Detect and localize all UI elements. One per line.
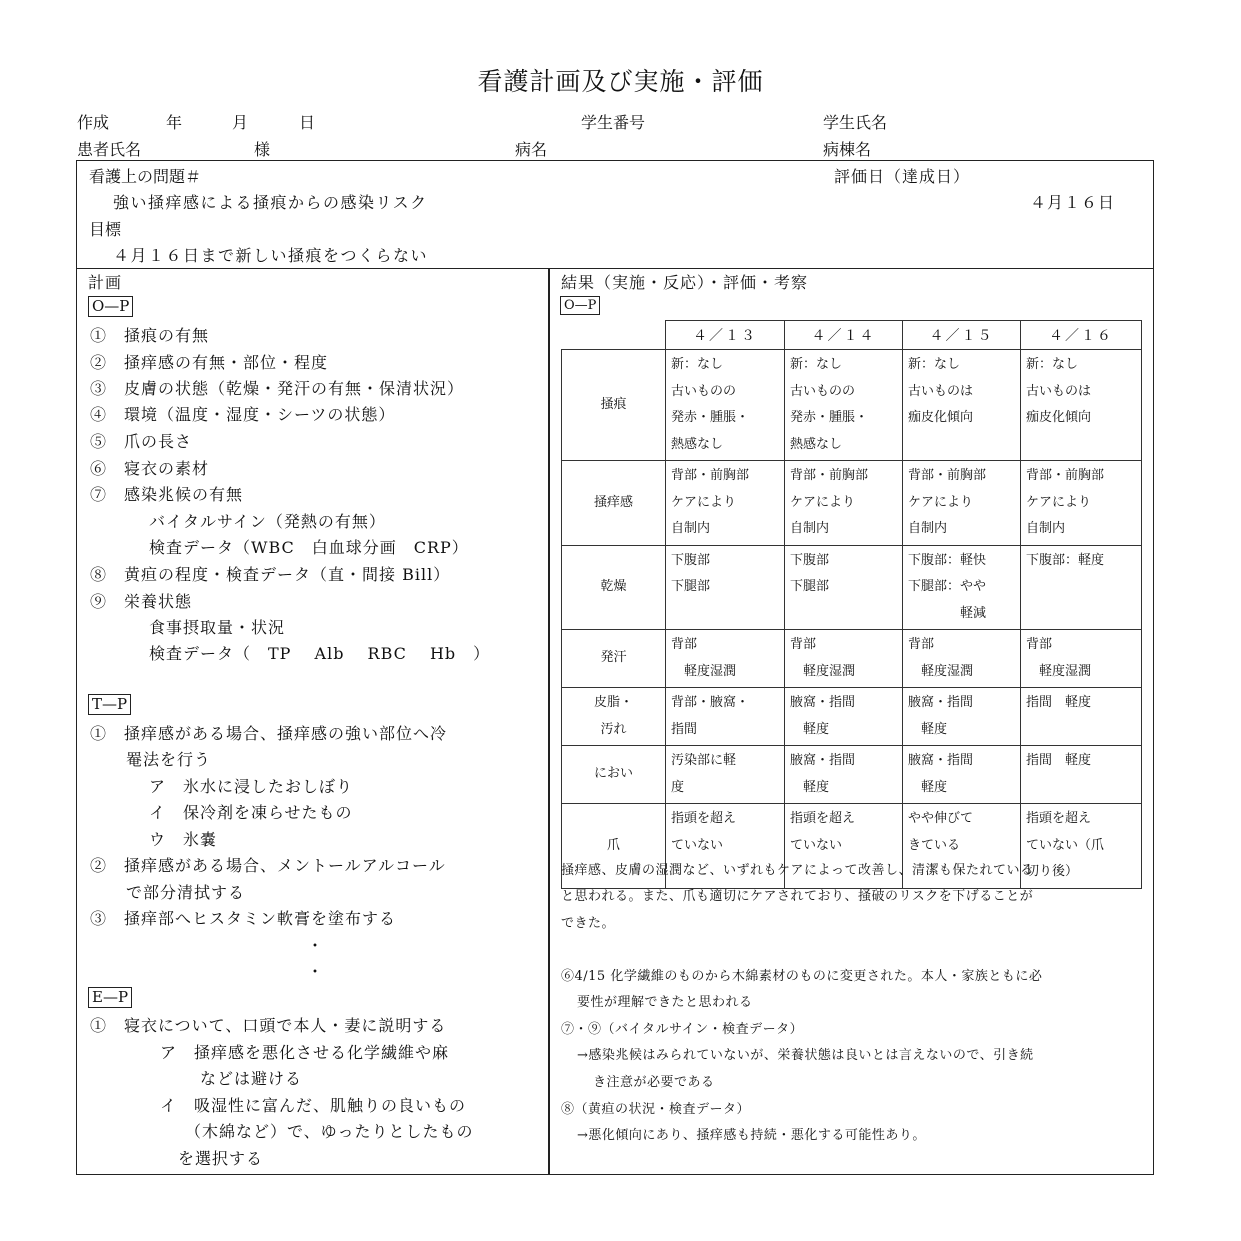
goal-text: ４月１６日まで新しい掻痕をつくらない	[113, 246, 429, 265]
note-line: 要性が理解できたと思われる	[577, 995, 753, 1010]
note-line: ⑧（黄疸の状況・検査データ）	[561, 1102, 751, 1117]
date-header: ４／１３	[666, 321, 785, 350]
row-label: 掻痒感	[562, 461, 666, 546]
op-item: ② 掻痒感の有無・部位・程度	[90, 353, 329, 372]
month-label: 月	[232, 113, 249, 132]
op-item: ⑦ 感染兆候の有無	[90, 485, 244, 504]
table-row	[562, 461, 1142, 546]
op-item: ⑨ 栄養状態	[90, 592, 193, 611]
tp-item: ア 氷水に浸したおしぼり	[149, 777, 354, 796]
patient-name-label: 患者氏名	[77, 140, 142, 159]
tp-item: ① 掻痒感がある場合、掻痒感の強い部位へ冷	[90, 724, 448, 743]
table-cell: 背部・前胸部 ケアにより 自制内	[666, 461, 785, 546]
plan-heading: 計画	[88, 273, 123, 292]
table-cell: 背部 軽度湿潤	[1021, 630, 1142, 688]
plan-op-label: O—P	[88, 296, 133, 317]
goal-label: 目標	[89, 220, 122, 239]
table-cell: 背部・前胸部 ケアにより 自制内	[903, 461, 1021, 546]
plan-ep-label: E—P	[88, 987, 132, 1008]
op-item: ④ 環境（温度・湿度・シーツの状態）	[90, 405, 396, 424]
page-title: 看護計画及び実施・評価	[477, 67, 764, 96]
ep-item: を選択する	[178, 1149, 264, 1168]
table-corner	[562, 321, 666, 350]
note-line: き注意が必要である	[593, 1075, 715, 1090]
op-item: 検査データ（ TP Alb RBC Hb ）	[149, 644, 491, 663]
observation-table	[561, 320, 1142, 889]
table-cell: 背部 軽度湿潤	[903, 630, 1021, 688]
op-item: 食事摂取量・状況	[149, 618, 286, 637]
table-cell: 背部 軽度湿潤	[785, 630, 903, 688]
day-label: 日	[299, 113, 316, 132]
created-label: 作成	[77, 113, 110, 132]
table-cell: 指頭を超え ていない（爪 切り後）	[1021, 804, 1142, 889]
problem-label: 看護上の問題＃	[89, 167, 202, 186]
ep-item: イ 吸湿性に富んだ、肌触りの良いもの	[160, 1096, 467, 1115]
row-label: 掻痕	[562, 350, 666, 461]
row-label: 乾燥	[562, 545, 666, 630]
table-cell: 指頭を超え ていない	[785, 804, 903, 889]
ward-label: 病棟名	[823, 140, 872, 159]
summary-line: と思われる。また、爪も適切にケアされており、掻破のリスクを下げることが	[561, 889, 1034, 904]
op-item: 検査データ（WBC 白血球分画 CRP）	[149, 538, 469, 557]
row-label: 発汗	[562, 630, 666, 688]
table-row	[562, 746, 1142, 804]
tp-item: で部分清拭する	[126, 883, 246, 902]
table-cell: 下腹部：軽度	[1021, 545, 1142, 630]
problem-section	[77, 161, 1153, 269]
table-cell: 下腹部 下腿部	[785, 545, 903, 630]
op-item: ⑥ 寝衣の素材	[90, 459, 210, 478]
row-label: 爪	[562, 804, 666, 889]
note-line: ⑥4/15 化学繊維のものから木綿素材のものに変更された。本人・家族ともに必	[561, 969, 1043, 984]
table-cell: 新：なし 古いものは 痂皮化傾向	[903, 350, 1021, 461]
student-name-label: 学生氏名	[823, 113, 888, 132]
results-heading: 結果（実施・反応）・評価・考察	[561, 273, 809, 292]
note-line: →悪化傾向にあり、掻痒感も持続・悪化する可能性あり。	[577, 1128, 926, 1143]
summary-line: できた。	[561, 916, 616, 931]
table-cell: 新：なし 古いものの 発赤・腫脹・ 熱感なし	[785, 350, 903, 461]
table-cell: 腋窩・指間 軽度	[903, 688, 1021, 746]
table-cell: 下腹部：軽快 下腿部：やや 軽減	[903, 545, 1021, 630]
tp-item: ウ 氷嚢	[149, 830, 218, 849]
op-item: ⑧ 黄疸の程度・検査データ（直・間接 Bill）	[90, 565, 451, 584]
summary-line: 掻痒感、皮膚の湿潤など、いずれもケアによって改善し、清潔も保たれている	[561, 863, 1034, 878]
table-cell: 背部・前胸部 ケアにより 自制内	[1021, 461, 1142, 546]
table-cell: 指頭を超え ていない	[666, 804, 785, 889]
table-cell: 指間 軽度	[1021, 688, 1142, 746]
table-cell: 腋窩・指間 軽度	[903, 746, 1021, 804]
tp-item: ② 掻痒感がある場合、メントールアルコール	[90, 856, 446, 875]
table-row	[562, 545, 1142, 630]
problem-text: 強い掻痒感による掻痕からの感染リスク	[113, 193, 428, 212]
tp-dot: ・	[307, 936, 325, 955]
table-cell: 下腹部 下腿部	[666, 545, 785, 630]
sama-label: 様	[254, 140, 271, 159]
table-row	[562, 688, 1142, 746]
date-header: ４／１４	[785, 321, 903, 350]
table-header-row	[562, 321, 1142, 350]
op-item: バイタルサイン（発熱の有無）	[149, 512, 386, 531]
column-divider	[548, 268, 550, 1174]
table-cell: 新：なし 古いものは 痂皮化傾向	[1021, 350, 1142, 461]
ep-item: （木綿など）で、ゆったりとしたもの	[185, 1122, 474, 1141]
tp-item: ③ 掻痒部へヒスタミン軟膏を塗布する	[90, 909, 397, 928]
note-line: ⑦・⑨（バイタルサイン・検査データ）	[561, 1022, 804, 1037]
op-item: ③ 皮膚の状態（乾燥・発汗の有無・保清状況）	[90, 379, 465, 398]
table-cell: 腋窩・指間 軽度	[785, 746, 903, 804]
table-cell: 背部 軽度湿潤	[666, 630, 785, 688]
table-cell: 腋窩・指間 軽度	[785, 688, 903, 746]
plan-tp-label: T—P	[88, 694, 131, 715]
table-cell: 背部・前胸部 ケアにより 自制内	[785, 461, 903, 546]
table-cell: 汚染部に軽 度	[666, 746, 785, 804]
table-row	[562, 350, 1142, 461]
table-row	[562, 630, 1142, 688]
op-item: ① 掻痕の有無	[90, 326, 210, 345]
note-line: →感染兆候はみられていないが、栄養状態は良いとは言えないので、引き続	[577, 1048, 1034, 1063]
ep-item: ア 掻痒感を悪化させる化学繊維や麻	[160, 1043, 450, 1062]
table-cell: やや伸びて きている	[903, 804, 1021, 889]
tp-dot: ・	[307, 962, 325, 981]
date-header: ４／１５	[903, 321, 1021, 350]
student-number-label: 学生番号	[581, 113, 646, 132]
ep-item: ① 寝衣について、口頭で本人・妻に説明する	[90, 1016, 447, 1035]
table-cell: 新：なし 古いものの 発赤・腫脹・ 熱感なし	[666, 350, 785, 461]
ep-item: などは避ける	[200, 1069, 303, 1088]
row-label: におい	[562, 746, 666, 804]
year-label: 年	[166, 113, 183, 132]
eval-date: ４月１６日	[1030, 193, 1116, 212]
disease-label: 病名	[515, 140, 548, 159]
tp-item: 罨法を行う	[126, 750, 212, 769]
results-op-label: O—P	[560, 296, 600, 315]
eval-date-label: 評価日（達成日）	[834, 167, 971, 186]
table-cell: 指間 軽度	[1021, 746, 1142, 804]
row-label: 皮脂・ 汚れ	[562, 688, 666, 746]
date-header: ４／１６	[1021, 321, 1142, 350]
tp-item: イ 保冷剤を凍らせたもの	[149, 803, 353, 822]
op-item: ⑤ 爪の長さ	[90, 432, 193, 451]
table-cell: 背部・腋窩・ 指間	[666, 688, 785, 746]
